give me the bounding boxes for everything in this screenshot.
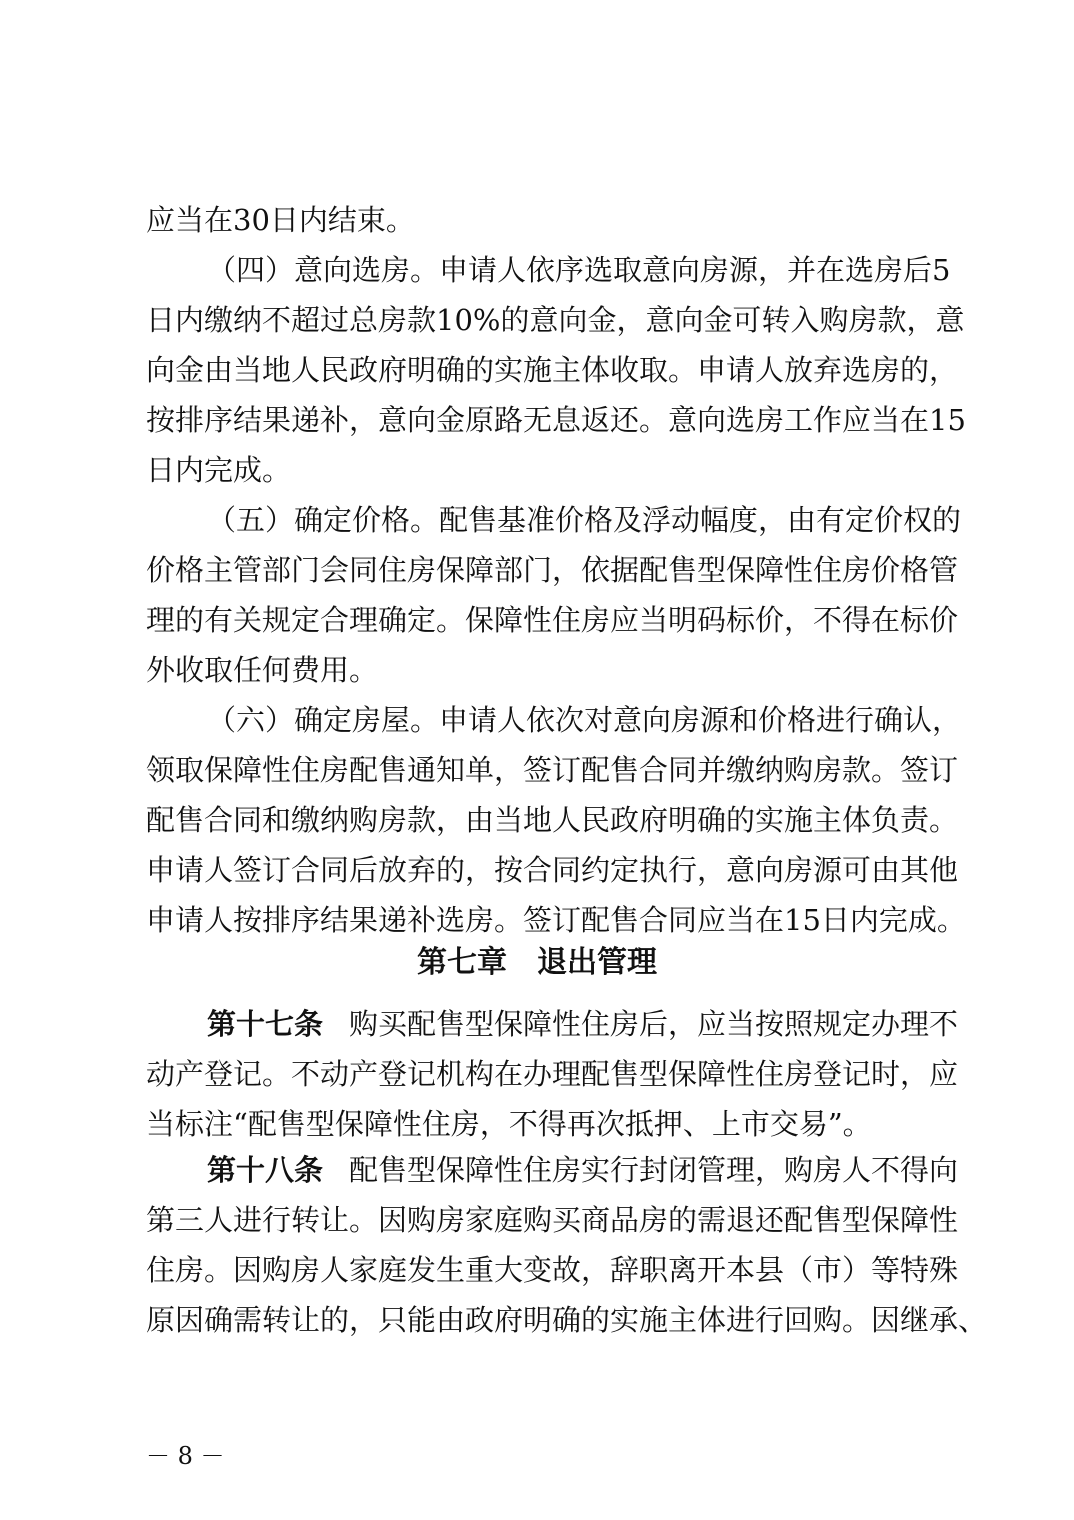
paragraph-line: 价格主管部门会同住房保障部门，依据配售型保障性住房价格管 <box>146 553 959 587</box>
paragraph-line: 住房。因购房人家庭发生重大变故，辞职离开本县（市）等特殊 <box>146 1253 959 1287</box>
paragraph-line: 当标注“配售型保障性住房，不得再次抵押、上市交易”。 <box>146 1107 872 1141</box>
paragraph-line: （五）确定价格。配售基准价格及浮动幅度，由有定价权的 <box>207 503 962 537</box>
article-number: 第十七条 <box>207 1007 324 1041</box>
article-first-line <box>207 1146 959 1194</box>
chapter-number: 第七章 <box>417 945 507 980</box>
paragraph-line: 原因确需转让的，只能由政府明确的实施主体进行回购。因继承、 <box>146 1303 988 1337</box>
paragraph-line: 申请人按排序结果递补选房。签订配售合同应当在15日内完成。 <box>146 903 966 937</box>
paragraph-line: 领取保障性住房配售通知单，签订配售合同并缴纳购房款。签订 <box>146 753 959 787</box>
paragraph-line: （六）确定房屋。申请人依次对意向房源和价格进行确认， <box>207 703 962 737</box>
paragraph-line: （四）意向选房。申请人依序选取意向房源，并在选房后5 <box>207 253 951 287</box>
paragraph-line: 配售合同和缴纳购房款，由当地人民政府明确的实施主体负责。 <box>146 803 959 837</box>
chapter-title: 退出管理 <box>537 945 657 980</box>
article-text: 购买配售型保障性住房后，应当按照规定办理不 <box>349 1007 959 1041</box>
paragraph-line: 第三人进行转让。因购房家庭购买商品房的需退还配售型保障性 <box>146 1203 959 1237</box>
page-number: － 8 － <box>146 1442 225 1470</box>
paragraph-line: 外收取任何费用。 <box>146 653 379 687</box>
paragraph-line: 动产登记。不动产登记机构在办理配售型保障性住房登记时，应 <box>146 1057 959 1091</box>
paragraph-line: 日内完成。 <box>146 453 292 487</box>
article-text: 配售型保障性住房实行封闭管理，购房人不得向 <box>349 1153 959 1187</box>
paragraph-line: 理的有关规定合理确定。保障性住房应当明码标价，不得在标价 <box>146 603 959 637</box>
paragraph-line: 应当在30日内结束。 <box>146 203 415 237</box>
chapter-heading <box>0 938 1074 988</box>
article-first-line <box>207 1000 959 1048</box>
paragraph-line: 申请人签订合同后放弃的，按合同约定执行，意向房源可由其他 <box>146 853 959 887</box>
paragraph-line: 按排序结果递补，意向金原路无息返还。意向选房工作应当在15 <box>146 403 966 437</box>
article-number: 第十八条 <box>207 1153 324 1187</box>
paragraph-line: 日内缴纳不超过总房款10%的意向金，意向金可转入购房款，意 <box>146 303 965 337</box>
paragraph-line: 向金由当地人民政府明确的实施主体收取。申请人放弃选房的， <box>146 353 959 387</box>
